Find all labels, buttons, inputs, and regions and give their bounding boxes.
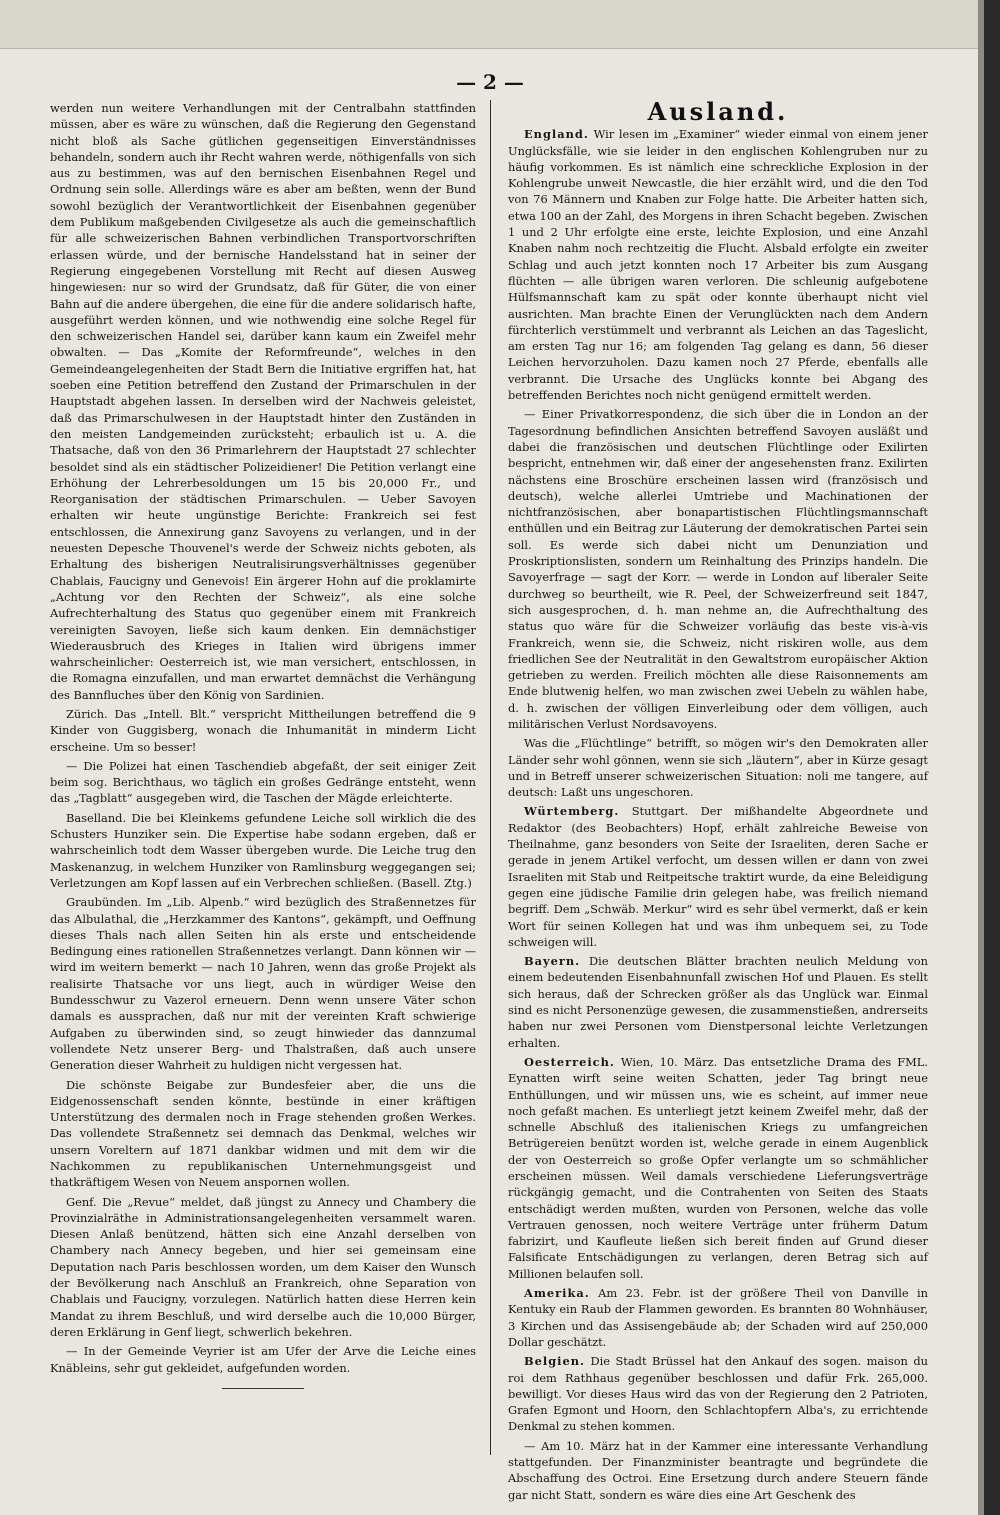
article-paragraph: Was die „Flüchtlinge“ betrifft, so mögen wir's den Demokraten aller Länder sehr wohl gönnen, wenn sie sich „läutern“, aber in Kürze gesagt und in Betreff unserer schweizerischen Situation: noli me tangere, auf deutsch: Laßt uns ungeschoren. <box>508 736 928 800</box>
article-paragraph: — In der Gemeinde Veyrier ist am Ufer der Arve die Leiche eines Knäbleins, sehr gut gekleidet, aufgefunden worden. <box>50 1344 476 1375</box>
article-paragraph: — Die Polizei hat einen Taschendieb abgefaßt, der seit einiger Zeit beim sog. Berichthaus, wo täglich ein großes Gedränge entsteht, wenn das „Tagblatt“ ausgegeben wird, die Taschen der Mägde erleichterte. <box>50 758 476 806</box>
article-graubuenden: Graubünden. Im „Lib. Alpenb.“ wird bezüglich des Straßennetzes für das Albulathal, die „Herzkammer des Kantons“, gekämpft, und Oeffnung dieses Thals nach allen Seiten hin als erste und entscheidende Bedingung eines rationellen Straßennetzes verlangt. Dann können wir — wird im weitern bemerkt — nach 10 Jahren, wenn das große Projekt als realisirte Thatsache vor uns liegt, auch in würdiger Weise den Bundesschwur zu Vazerol erneuern. Denn wenn unsere Väter schon damals es aussprachen, daß nur mit der vereinten Kraft schwierige Aufgaben zu überwinden sind, so zeugt hinwieder das dannzumal vollendete Netz unserer Berg- und Thalstraßen, daß auch unsere Generation dieser Wahrheit zu huldigen nicht vergessen hat. <box>50 895 476 1073</box>
wurtemberg-text: Stuttgart. Der mißhandelte Abgeordnete und Redaktor (des Beobachters) Hopf, erhält zahlreiche Beweise von Theilnahme, ganz besonders von Seite der Israeliten, deren Sache er gerade in jenem Artikel verfocht, um dessen willen er dann von zwei Israeliten mit Stab und Reitpeitsche traktirt wurde, da eine Beleidigung gegen eine jüdische Familie drin gelegen habe, was freilich niemand begriff. Dem „Schwäb. Merkur“ wird es sehr übel vermerkt, daß er kein Wort für seinen Kollegen hat und was ihm unbequem sei, zu Tode schweigen will. <box>508 804 928 949</box>
article-wurtemberg <box>508 803 928 950</box>
country-england: England. <box>524 127 589 142</box>
page-edge <box>978 0 1000 1515</box>
belgien-text: Die Stadt Brüssel hat den Ankauf des sogen. maison du roi dem Rathhaus gegenüber beschlossen und dafür Frk. 265,000. bewilligt. Vor dieses Haus wird das von der Regierung den 2 Patrioten, Grafen Egmont und Hoorn, den Schlachtopfern Alba's, zu errichtende Denkmal zu stehen kommen. <box>508 1354 928 1434</box>
country-oesterreich: Oesterreich. <box>524 1054 615 1069</box>
article-england <box>508 126 928 403</box>
page-top-margin <box>0 0 978 49</box>
country-bayern: Bayern. <box>524 954 581 969</box>
article-belgien <box>508 1353 928 1434</box>
article-zurich: Zürich. Das „Intell. Blt.“ verspricht Mittheilungen betreffend die 9 Kinder von Guggisberg, wonach die Inhumanität in minderm Licht erscheine. Um so besser! <box>50 706 476 754</box>
left-column <box>50 100 476 1389</box>
country-amerika: Amerika. <box>524 1286 590 1301</box>
amerika-text: Am 23. Febr. ist der größere Theil von Danville in Kentuky ein Raub der Flammen geworden. Es brannten 80 Wohnhäuser, 3 Kirchen und das Assisengebäude ab; der Schaden wird auf 250,000 Dollar geschätzt. <box>508 1286 929 1349</box>
article-paragraph: — Am 10. März hat in der Kammer eine interessante Verhandlung stattgefunden. Der Finanzminister beantragte und begründete die Abschaffung des Octroi. Eine Ersetzung durch andere Steuern fände gar nicht Statt, sondern es wäre dies eine Art Geschenk des <box>508 1438 928 1502</box>
bayern-text: Die deutschen Blätter brachten neulich Meldung von einem bedeutenden Eisenbahnunfall zwischen Hof und Plauen. Es stellt sich heraus, daß der Schrecken größer als das Unglück war. Einmal sind es nicht Personenzüge gewesen, die zusammenstießen, andrerseits haben nur zwei Personen vom Dienstpersonal leichte Verletzungen erhalten. <box>508 954 929 1050</box>
article-oesterreich <box>508 1054 928 1282</box>
england-text: Wir lesen im „Examiner“ wieder einmal von einem jener Unglücksfälle, wie sie leider in den englischen Kohlengruben nur zu häufig vorkommen. Es ist nämlich eine schreckliche Explosion in der Kohlengrube unweit Newcastle, die hier erzählt wird, und die den Tod von 76 Männern und Knaben zur Folge hatte. Die Arbeiter hatten sich, etwa 100 an der Zahl, des Morgens in ihren Schacht begeben. Zwischen 1 und 2 Uhr erfolgte eine erste, leichte Explosion, und eine Anzahl Knaben nahm noch rechtzeitig die Flucht. Alsbald erfolgte ein zweiter Schlag und auch jetzt konnten noch 17 Arbeiter bis zum Ausgang flüchten — alle übrigen waren verloren. Die schleunig aufgebotene Hülfsmannschaft kam zu spät oder konnte überhaupt nicht viel ausrichten. Man brachte Einen der Verunglückten nach dem Andern fürchterlich verstümmelt und verbrannt als Leichen an das Tageslicht, am ersten Tag nur 16; am folgenden Tag gelang es dann, 56 dieser Leichen hervorzuholen. Dazu kamen noch 27 Pferde, ebenfalls alle verbrannt. Die Ursache des Unglücks konnte bei Abgang des betreffenden Berichtes noch nicht genügend ermittelt werden. <box>508 127 928 403</box>
country-wurtemberg: Würtemberg. <box>524 804 620 819</box>
article-paragraph: werden nun weitere Verhandlungen mit der Centralbahn stattfinden müssen, aber es wäre zu wünschen, daß die Regierung den Gegenstand nicht bloß als Sache gütlichen gegenseitigen Einverständnisses behandeln, sondern auch ihr Recht wahren werde, nöthigenfalls von sich aus zu bestimmen, was auf den bernischen Eisenbahnen Regel und Ordnung sein solle. Allerdings wäre es aber am beßten, wenn der Bund sowohl bezüglich der Verantwortlichkeit der Eisenbahnen gegenüber dem Publikum maßgebenden Civilgesetze als auch die gemeinschaftlich für alle schweizerischen Bahnen verbindlichen Transportvorschriften erlassen würde, und der bernische Handelsstand hat in seiner der Regierung eingegebenen Vorstellung mit Recht auf diesen Ausweg hingewiesen: nur so wird der Grundsatz, daß für Güter, die von einer Bahn auf die andere übergehen, die eine für die andere solidarisch hafte, ausgeführt werden können, und wie nothwendig eine solche Regel für den schweizerischen Handel sei, darüber kann kaum ein Zweifel mehr obwalten. — Das „Komite der Reformfreunde“, welches in den Gemeindeangelegenheiten der Stadt Bern die Initiative ergriffen hat, hat soeben eine Petition betreffend den Zustand der Primarschulen in der Hauptstadt abgehen lassen. In derselben wird der Nachweis geleistet, daß das Primarschulwesen in der Hauptstadt hinter den Zuständen in den meisten Landgemeinden zurücksteht; erbaulich ist u. A. die Thatsache, daß von den 36 Primarlehrern der Hauptstadt 27 schlechter besoldet sind als ein städtischer Polizeidiener! Die Petition verlangt eine Erhöhung der Lehrerbesoldungen um 15 bis 20,000 Fr., und Reorganisation der städtischen Primarschulen. — Ueber Savoyen erhalten wir heute ungünstige Berichte: Frankreich sei fest entschlossen, die Annexirung ganz Savoyens zu verlangen, und in der neuesten Depesche Thouvenel's werde der Schweiz nichts geboten, als Erhaltung des bisherigen Neutralisirungsverhältnisses gegenüber Chablais, Faucigny und Genevois! Ein ärgerer Hohn auf die proklamirte „Achtung vor den Rechten der Schweiz“, als eine solche Aufrechterhaltung des Status quo gegenüber einem mit Frankreich vereinigten Savoyen, ließe sich kaum denken. Ein demnächstiger Wiederausbruch des Krieges in Italien wird übrigens immer wahrscheinlicher: Oesterreich ist, wie man versichert, entschlossen, in die Romagna einzufallen, und man erwartet demnächst die Verhängung des Bannfluches über den König von Sardinien. <box>50 101 476 702</box>
article-genf: Genf. Die „Revue“ meldet, daß jüngst zu Annecy und Chambery die Provinzialräthe in Administrationsangelegenheiten versammelt waren. Diesen Anlaß benützend, hätten sich eine Anzahl derselben von Chambery nach Annecy begeben, und hier sei gemeinsam eine Deputation nach Paris beschlossen worden, um dem Kaiser den Wunsch der Bevölkerung nach Anschluß an Frankreich, ohne Separation von Chablais und Faucigny, vorzulegen. Natürlich hatten diese Herren kein Mandat zu ihrem Beschluß, und wird derselbe auch die 10,000 Bürger, deren Erklärung in Genf liegt, schwerlich bekehren. <box>50 1194 476 1339</box>
end-rule <box>222 1388 304 1389</box>
right-column <box>508 97 929 1506</box>
section-heading: Ausland. <box>647 97 789 126</box>
article-baselland: Baselland. Die bei Kleinkems gefundene Leiche soll wirklich die des Schusters Hunziker sein. Die Expertise habe sodann ergeben, daß er wahrscheinlich todt dem Wasser übergeben wurde. Die Leiche trug den Maskenanzug, in welchem Hunziker von Ramlinsburg weggegangen sei; Verletzungen am Kopf lassen auf ein Verbrechen schließen. (Basell. Ztg.) <box>50 810 476 890</box>
page-number: — 2 — <box>456 70 524 94</box>
oesterreich-text: Wien, 10. März. Das entsetzliche Drama des FML. Eynatten wirft seine weiten Schatten, jeder Tag bringt neue Enthüllungen, und wir müssen uns, wie es scheint, auf immer neue noch gefaßt machen. Es unterliegt jetzt keinem Zweifel mehr, daß der schnelle Abschluß des italienischen Kriegs zu umfangreichen Betrügereien benützt worden ist, welche gerade in einem Augenblick der von Oesterreich so große Opfer verlangte um so schmählicher erscheinen müssen. Weil damals verschiedene Lieferungsverträge rückgängig gemacht, und die Contrahenten von Seiten des Staats entschädigt werden mußten, wurden von Personen, welche das volle Vertrauen genossen, noch weitere Verträge unter früherm Datum fabrizirt, und Kaufleute ließen sich bereit finden auf Grund dieser Falsificate Entschädigungen zu verlangen, deren Betrag sich auf Millionen belaufen soll. <box>508 1054 928 1281</box>
article-paragraph: Die schönste Beigabe zur Bundesfeier aber, die uns die Eidgenossenschaft senden könnte, bestünde in einer kräftigen Unterstützung des dermalen noch in Frage stehenden großen Werkes. Das vollendete Straßennetz sei demnach das Denkmal, welches wir unsern Voreltern auf 1871 dankbar widmen und mit dem wir die Nachkommen zu republikanischen Unternehmungsgeist und thatkräftigem Wesen von Neuem anspornen wollen. <box>50 1077 476 1190</box>
article-bayern <box>508 953 928 1051</box>
column-divider <box>490 100 491 1455</box>
article-paragraph: — Einer Privatkorrespondenz, die sich über die in London an der Tagesordnung befindlichen Ansichten betreffend Savoyen ausläßt und dabei die französischen und deutschen Flüchtlinge oder Exilirten bespricht, entnehmen wir, daß einer der angesehensten franz. Exilirten nächstens eine Broschüre erscheinen lassen wird (französisch und deutsch), welche allerlei Umtriebe und Machinationen der nichtfranzösischen, aber bonapartistischen Flüchtlingsmannschaft enthüllen und ein Beitrag zur Läuterung der demokratischen Partei sein soll. Es werde sich dabei nicht um Denunziation und Proskriptionslisten, sondern um Reinhaltung des Prinzips handeln. Die Savoyerfrage — sagt der Korr. — werde in London auf liberaler Seite durchweg so beurtheilt, wie R. Peel, der Schweizerfreund seit 1847, sich ausgesprochen, d. h. man nehme an, die Aufrechthaltung des status quo wäre für die Schweizer vorläufig das beste vis-à-vis Frankreich, wenn sie, die Schweiz, nicht riskiren wolle, aus dem friedlichen See der Neutralität in den Gewaltstrom europäischer Aktion getrieben zu werden. Freilich möchten alle diese Raisonnements am Ende blutwenig helfen, wo man zwischen zwei Uebeln zu wählen habe, d. h. zwischen der völligen Einverleibung oder dem völligen, auch militärischen Verlust Nordsavoyens. <box>508 407 928 731</box>
country-belgien: Belgien. <box>524 1354 585 1369</box>
article-amerika <box>508 1285 928 1350</box>
